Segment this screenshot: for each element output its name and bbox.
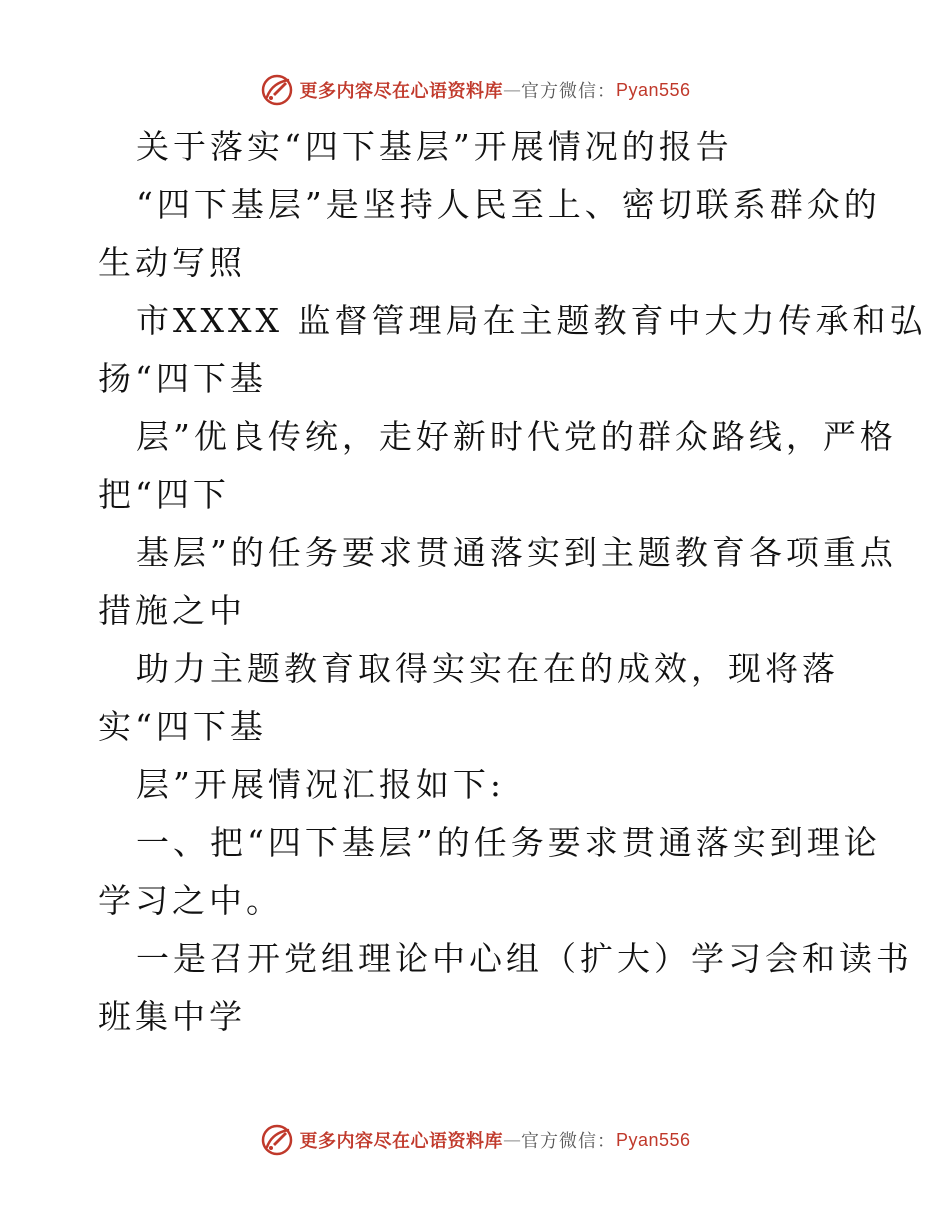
text-line: 层”优良传统，走好新时代党的群众路线，严格 [136, 417, 897, 456]
watermark-wechat-id: Pyan556 [615, 79, 691, 100]
text-line: 市XXXX 监督管理局在主题教育中大力传承和弘 [136, 301, 927, 340]
text-line: 层”开展情况汇报如下: [136, 765, 505, 804]
watermark-dash: — [502, 1129, 521, 1151]
text-line: 一是召开党组理论中心组（扩大）学习会和读书 [136, 939, 913, 978]
text-line: “四下基层”是坚持人民至上、密切联系群众的 [136, 185, 881, 224]
watermark-dash: — [502, 79, 521, 101]
text-line: 学习之中。 [98, 881, 283, 920]
watermark-title: 更多内容尽在心语资料库 [299, 81, 503, 102]
watermark-subtitle: 官方微信： [520, 81, 616, 102]
text-line: 把“四下 [98, 475, 230, 514]
text-line: 实“四下基 [98, 707, 267, 746]
text-line: 基层”的任务要求贯通落实到主题教育各项重点 [136, 533, 897, 572]
text-line: 班集中学 [98, 997, 246, 1036]
watermark-title: 更多内容尽在心语资料库 [299, 1131, 503, 1152]
pen-logo-icon [259, 1122, 295, 1158]
document-title: 关于落实“四下基层”开展情况的报告 [136, 127, 733, 166]
watermark-subtitle: 官方微信： [520, 1131, 616, 1152]
text-line: 助力主题教育取得实实在在的成效，现将落 [136, 649, 839, 688]
header-watermark [0, 68, 950, 112]
footer-watermark [0, 1118, 950, 1162]
text-line: 生动写照 [98, 243, 246, 282]
section-heading: 一、把“四下基层”的任务要求贯通落实到理论 [136, 823, 881, 862]
watermark-wechat-id: Pyan556 [615, 1129, 691, 1150]
document-body [98, 118, 927, 1046]
text-line: 扬“四下基 [98, 359, 267, 398]
text-line: 措施之中 [98, 591, 246, 630]
pen-logo-icon [259, 72, 295, 108]
